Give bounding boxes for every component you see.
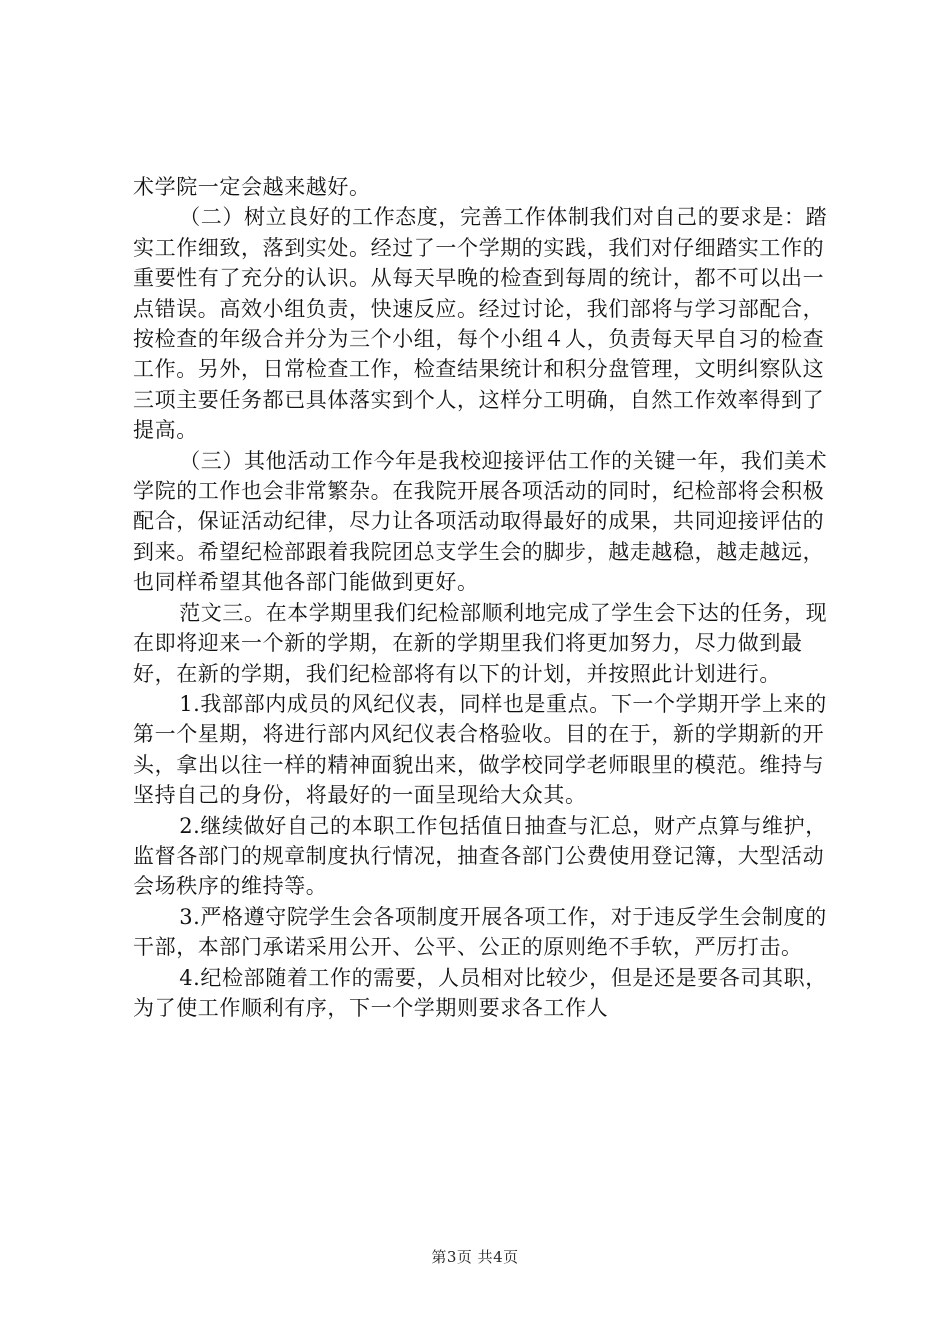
paragraph-item-3: 3.严格遵守院学生会各项制度开展各项工作，对于违反学生会制度的干部，本部门承诺采用公开、公平、公正的原则绝不手软，严厉打击。	[133, 904, 827, 960]
paragraph-section-two: （二）树立良好的工作态度，完善工作体制我们对自己的要求是：踏实工作细致，落到实处。经过了一个学期的实践，我们对仔细踏实工作的重要性有了充分的认识。从每天早晚的检查到每周的统计，都不可以出一点错误。高效小组负责，快速反应。经过讨论，我们部将与学习部配合，按检查的年级合并分为三个小组，每个小组４人，负责每天早自习的检查工作。另外，日常检查工作，检查结果统计和积分盘管理，文明纠察队这三项主要任务都已具体落实到个人，这样分工明确，自然工作效率得到了提高。	[133, 205, 828, 443]
page-number-footer: 第3页 共4页	[431, 1248, 519, 1266]
document-body	[133, 172, 833, 1023]
paragraph-item-4: 4.纪检部随着工作的需要，人员相对比较少，但是还是要各司其职，为了使工作顺利有序，下一个学期则要求各工作人	[133, 965, 827, 1020]
paragraph-item-1: 1.我部部内成员的风纪仪表，同样也是重点。下一个学期开学上来的第一个星期，将进行部内风纪仪表合格验收。目的在于，新的学期新的开头，拿出以往一样的精神面貌出来，做学校同学老师眼里的模范。维持与坚持自己的身份，将最好的一面呈现给大众其。	[133, 691, 827, 808]
paragraph-continuation: 术学院一定会越来越好。	[133, 175, 371, 199]
paragraph-section-three: （三）其他活动工作今年是我校迎接评估工作的关键一年，我们美术学院的工作也会非常繁杂。在我院开展各项活动的同时，纪检部将会积极配合，保证活动纪律，尽力让各项活动取得最好的成果，共同迎接评估的到来。希望纪检部跟着我院团总支学生会的脚步，越走越稳，越走越远，也同样希望其他各部门能做到更好。	[133, 448, 828, 595]
paragraph-sample-three: 范文三。在本学期里我们纪检部顺利地完成了学生会下达的任务，现在即将迎来一个新的学期，在新的学期里我们将更加努力，尽力做到最好，在新的学期，我们纪检部将有以下的计划，并按照此计划进行。	[133, 600, 828, 686]
paragraph-item-2: 2.继续做好自己的本职工作包括值日抽查与汇总，财产点算与维护，监督各部门的规章制度执行情况，抽查各部门公费使用登记簿，大型活动会场秩序的维持等。	[133, 813, 827, 899]
